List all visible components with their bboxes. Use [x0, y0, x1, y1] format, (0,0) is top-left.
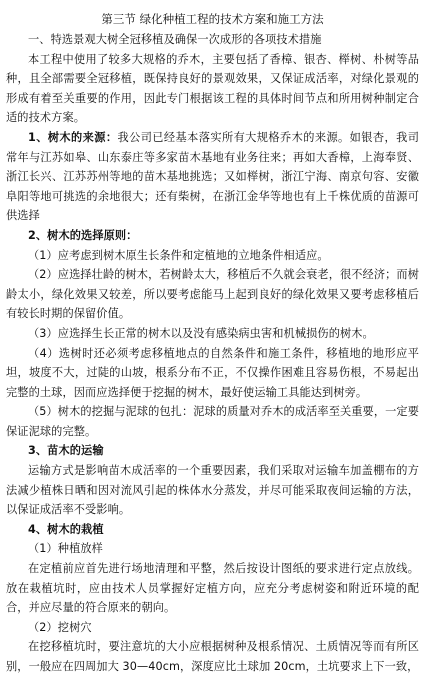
section-heading: 3、苗木的运输	[28, 444, 104, 458]
paragraph: （4）选树时还必须考虑移植地点的自然条件和施工条件，移植地的地形应平坦，坡度不大，过陡的山坡，根系分布不正，不仅操作困难且容易伤根，不易起出完整的土球，因而应选择便于挖掘的树木，最好使运输工具能达到树旁。	[6, 346, 419, 399]
paragraph-rest: 我公司已经基本落实所有大规格乔木的来源。如银杏，我司常年与江苏如皋、山东泰庄等多家苗木基地有业务往来；再如大香樟，上海奉贤、浙江长兴、江苏苏州等地的苗木基地挑选；又如榉树，浙江宁海、南京句容、安徽阜阳等地可挑选的余地很大；还有柴树，在浙江金华等地也有上千株优质的苗源可供选择	[6, 130, 419, 223]
paragraph: （3）应选择生长正常的树木以及没有感染病虫害和机械损伤的树木。	[28, 326, 374, 340]
paragraph: （1）应考虑到树木原生长条件和定植地的立地条件相适应。	[28, 248, 329, 262]
section-title: 第三节 绿化种植工程的技术方案和施工方法	[101, 12, 324, 26]
paragraph: （1）种植放样	[28, 542, 103, 556]
section-heading: 4、树木的栽植	[28, 522, 104, 536]
paragraph-lead: 1、树木的来源：	[28, 130, 118, 144]
section-heading: 2、树木的选择原则：	[28, 228, 138, 242]
paragraph: 在挖移植坑时，要注意坑的大小应根据树种及根系情况、土质情况等而有所区别，一般应在四周加大 30—40cm，深度应比土球加 20cm，土坑要求上下一致，	[6, 640, 419, 673]
paragraph: （2）应选择壮龄的树木，若树龄太大，移植后不久就会衰老，很不经济；而树龄太小，绿化效果又较差，所以要考虑能马上起到良好的绿化效果又要考虑移植后有较长时期的保留价值。	[6, 268, 419, 321]
document-body	[6, 30, 419, 677]
paragraph: 在定植前应首先进行场地清理和平整，然后按设计图纸的要求进行定点放线。放在栽植坑时，应由技术人员掌握好定植方向，应充分考虑树姿和附近环境的配合，并应尽量的符合原来的朝向。	[6, 562, 419, 615]
paragraph	[6, 128, 419, 226]
paragraph: 运输方式是影响苗木成活率的一个重要因素，我们采取对运输车加盖棚布的方法减少植株日晒和因对流风引起的株体水分蒸发，并尽可能采取夜间运输的方法，以保证成活率不受影响。	[6, 464, 419, 517]
paragraph: 本工程中使用了较多大规格的乔木，主要包括了香樟、银杏、榉树、朴树等品种，且全部需要全冠移植，既保持良好的景观效果，又保证成活率，对绿化景观的形成有着至关重要的作用，因此专门根据该工程的具体时间节点和所用树种制定合适的技术方案。	[6, 52, 419, 125]
paragraph: 一、特选景观大树全冠移植及确保一次成形的各项技术措施	[28, 33, 322, 46]
paragraph: （2）挖树穴	[28, 620, 92, 634]
paragraph: （5）树木的挖掘与泥球的包扎：泥球的质量对乔木的成活率至关重要，一定要保证泥球的完整。	[6, 405, 419, 438]
